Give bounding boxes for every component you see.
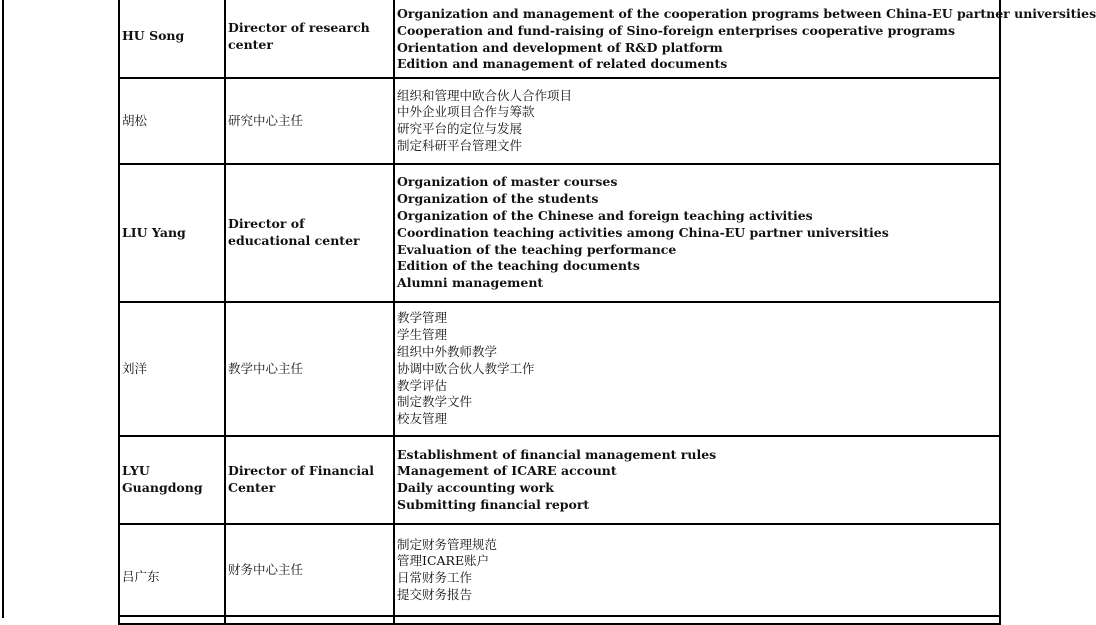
duty-item: 研究平台的定位与发展: [397, 121, 523, 137]
duty-item: Establishment of financial management rules: [397, 446, 717, 462]
table-row-continuation: [119, 616, 1000, 624]
duty-item: Submitting financial report: [397, 496, 590, 512]
duty-item: Organization and management of the cooperation programs between China-EU partner universities: [397, 6, 1096, 21]
duty-item: 制定教学文件: [397, 394, 473, 410]
staff-name: 胡松: [119, 78, 225, 164]
staff-name: LYU Guangdong: [119, 436, 225, 524]
duty-item: Coordination teaching activities among China-EU partner universities: [397, 224, 889, 240]
duty-item: 制定财务管理规范: [397, 536, 498, 552]
staff-title: Director of educational center: [225, 164, 394, 302]
duty-item: Management of ICARE account: [397, 463, 617, 479]
table-row: [119, 436, 1000, 524]
staff-title: 研究中心主任: [225, 78, 394, 164]
duty-item: Evaluation of the teaching performance: [397, 241, 677, 257]
duty-item: 学生管理: [397, 327, 448, 343]
table-row: [119, 0, 1000, 78]
duty-item: 组织中外教师教学: [397, 343, 498, 359]
duty-item: 教学评估: [397, 377, 448, 393]
duty-item: Orientation and development of R&D platform: [397, 39, 723, 55]
staff-title: Director of Financial Center: [225, 436, 394, 524]
table-row: [119, 302, 1000, 436]
staff-name: HU Song: [119, 0, 225, 78]
duty-item: 日常财务工作: [397, 570, 473, 586]
duty-item: Edition of the teaching documents: [397, 258, 640, 274]
table-row: [119, 524, 1000, 616]
duty-item: Edition and management of related documents: [397, 56, 728, 72]
table-row: [119, 78, 1000, 164]
duty-item: Cooperation and fund-raising of Sino-foreign enterprises cooperative programs: [397, 22, 956, 38]
duty-item: 协调中欧合伙人教学工作: [397, 360, 535, 376]
duty-item: 制定科研平台管理文件: [397, 137, 523, 153]
empty-cell: [394, 616, 1000, 624]
staff-responsibilities-table: [118, 0, 1096, 625]
staff-duties: [394, 524, 1000, 616]
staff-duties: [394, 164, 1000, 302]
staff-duties: [394, 0, 1096, 78]
staff-duties: [394, 78, 1000, 164]
staff-name: LIU Yang: [119, 164, 225, 302]
staff-title: 教学中心主任: [225, 302, 394, 436]
staff-duties: [394, 302, 1000, 436]
duty-item: Organization of the Chinese and foreign teaching activities: [397, 207, 813, 223]
duty-item: 校友管理: [397, 411, 448, 427]
duty-item: 组织和管理中欧合伙人合作项目: [397, 87, 573, 103]
duty-item: 中外企业项目合作与筹款: [397, 104, 535, 120]
duty-item: Alumni management: [397, 275, 544, 291]
duty-item: 提交财务报告: [397, 586, 473, 602]
page-left-border: [2, 0, 4, 618]
staff-duties: [394, 436, 1000, 524]
empty-cell: [225, 616, 394, 624]
duty-item: Organization of the students: [397, 191, 599, 207]
duty-item: 教学管理: [397, 310, 448, 326]
table-row: [119, 164, 1000, 302]
duty-item: Organization of master courses: [397, 174, 618, 190]
duty-item: 管理ICARE账户: [397, 553, 490, 569]
staff-name: 刘洋: [119, 302, 225, 436]
empty-cell: [119, 616, 225, 624]
duty-item: Daily accounting work: [397, 480, 554, 496]
staff-title: Director of research center: [225, 0, 394, 78]
staff-name: 吕广东: [119, 524, 225, 616]
staff-title: 财务中心主任: [225, 524, 394, 616]
